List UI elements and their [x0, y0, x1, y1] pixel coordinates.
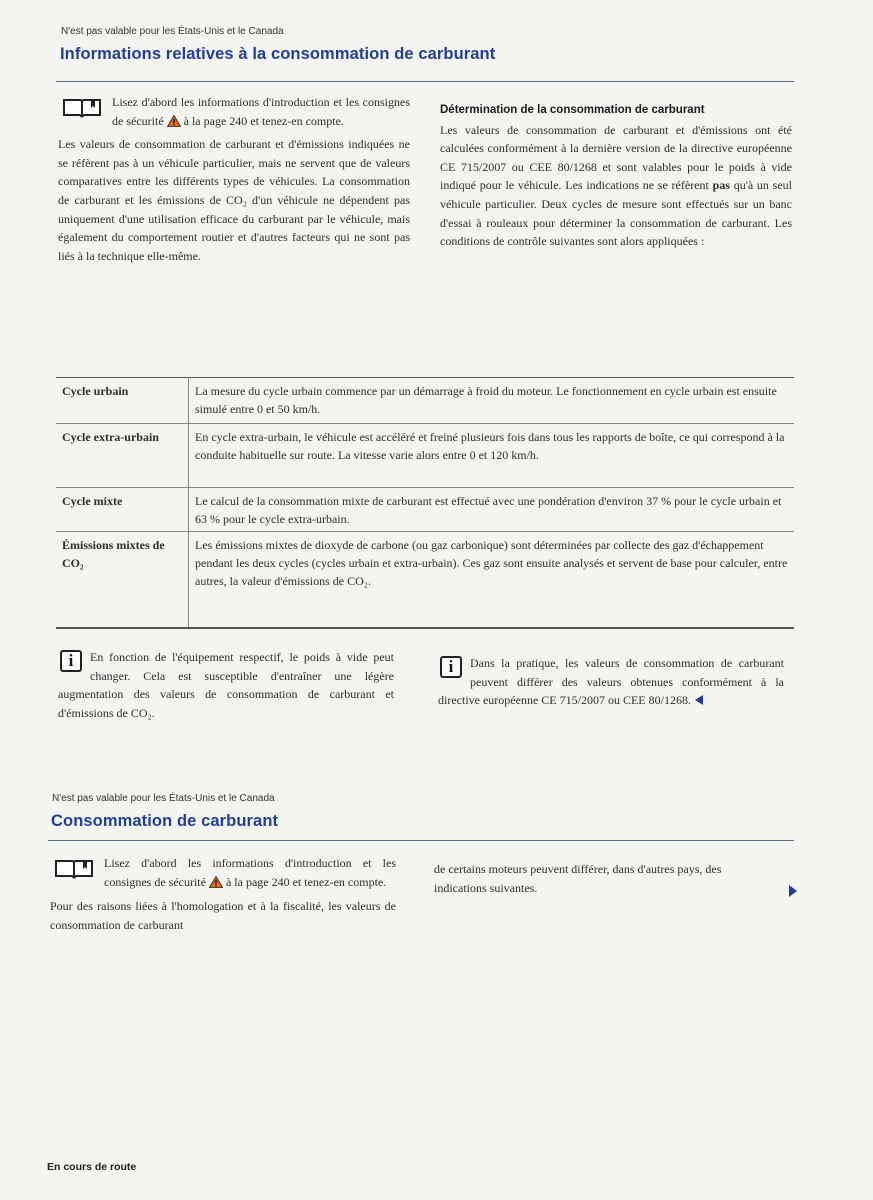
info-icon: i: [440, 656, 462, 678]
table-row: [56, 488, 794, 532]
info-note-left: [58, 648, 394, 722]
section-note: N'est pas valable pour les États-Unis et le Canada: [61, 26, 284, 37]
row-heading: Cycle extra-urbain: [56, 424, 189, 488]
right-text-a: Les valeurs de consommation de carburant et d'émissions ont été calculées conformément à la dernière version de la directive européenne CE 715/2007 ou CEE 80/1268 et sont valables pour le poids à vide indiqué pour le véhicule. Les indications ne se réfèrent: [440, 122, 792, 193]
section-title: Informations relatives à la consommation de carburant: [60, 45, 496, 63]
title-rule: [48, 840, 794, 841]
warning-icon: [209, 876, 223, 888]
book-icon: [54, 858, 94, 880]
intro-text: Lisez d'abord les informations d'introduction et les consignes de sécurité: [104, 856, 396, 889]
section-title: Consommation de carburant: [51, 812, 279, 830]
book-icon: [62, 97, 102, 119]
subheading: Détermination de la consommation de carburant: [440, 104, 705, 116]
row-text: Le calcul de la consommation mixte de carburant est effectué avec une pondération d'environ 37 % pour le cycle urbain et 63 % pour le cycle extra-urbain.: [189, 488, 795, 532]
row-heading: Cycle urbain: [56, 378, 189, 424]
row-text: En cycle extra-urbain, le véhicule est accéléré et freiné plusieurs fois dans tous les rapports de boîte, ce qui correspond à la conduite habituelle sur route. La vitesse varie alors entre 0 et 120 km/h.: [189, 424, 795, 488]
title-rule: [56, 81, 794, 82]
end-of-section-icon: [695, 695, 703, 705]
table-row: [56, 378, 794, 424]
intro-text-end: à la page 240 et tenez-en compte.: [225, 874, 387, 889]
right-text-b: qu'à un seul véhicule particulier. Deux cycles de mesure sont effectués sur un banc d'essai à rouleaux pour déterminer la consommation de carburant. Les conditions de contrôle suivantes sont alors appliquées :: [440, 178, 793, 249]
cycles-table: [56, 377, 794, 629]
intro-text-end: à la page 240 et tenez-en compte.: [183, 113, 344, 128]
left-column: [58, 93, 410, 270]
next-page-arrow-icon[interactable]: [789, 885, 797, 897]
row-heading: Cycle mixte: [56, 488, 189, 532]
section-note: N'est pas valable pour les États-Unis et le Canada: [52, 793, 275, 804]
info-text: En fonction de l'équipement respectif, le poids à vide peut changer. Cela est susceptible d'entraîner une légère augmentation des valeurs de consommation de carburant et d'émissions de CO₂.: [58, 650, 394, 720]
page-footer: En cours de route: [47, 1161, 137, 1173]
row-text: Les émissions mixtes de dioxyde de carbone (ou gaz carbonique) sont déterminées par collecte des gaz d'échappement pendant les deux cycles (cycles urbain et extra-urbain). Ces gaz sont ensuite analysés et servent de base pour calculer, entre autres, la valeur d'émissions de CO₂.: [189, 532, 795, 628]
warning-icon: [167, 115, 181, 127]
right-column-text: de certains moteurs peuvent différer, dans d'autres pays, des indications suivantes.: [434, 862, 722, 895]
info-icon: i: [60, 650, 82, 672]
body-paragraph: Pour des raisons liées à l'homologation et à la fiscalité, les valeurs de consommation de carburant: [50, 899, 396, 932]
info-note-right: [438, 654, 784, 710]
table-row: [56, 532, 794, 628]
right-column: [440, 101, 792, 256]
intro-paragraph: Les valeurs de consommation de carburant et d'émissions indiquées ne se réfèrent pas à un véhicule particulier, mais ne servent que de valeurs comparatives entre les différents types de véhicules. La consommation de carburant et les émissions de CO₂ d'un véhicule ne dépendent pas uniquement d'une utilisation efficace du carburant par le véhicule, mais également du comportement routier et d'autres facteurs qui ne sont pas liés à la technique elle-même.: [58, 137, 410, 263]
row-text: La mesure du cycle urbain commence par un démarrage à froid du moteur. Le fonctionnement en cycle urbain est ensuite simulé entre 0 et 50 km/h.: [189, 378, 795, 424]
table-row: [56, 424, 794, 488]
info-text: Dans la pratique, les valeurs de consommation de carburant peuvent différer des valeurs obtenues conformément à la directive européenne CE 715/2007 ou CEE 80/1268.: [438, 656, 784, 708]
left-column: [50, 854, 396, 939]
right-text-emphasis: pas: [712, 178, 730, 193]
intro-text: Lisez d'abord les informations d'introduction et les consignes de sécurité: [112, 95, 410, 128]
row-heading: Émissions mixtes de CO₂: [56, 532, 189, 628]
